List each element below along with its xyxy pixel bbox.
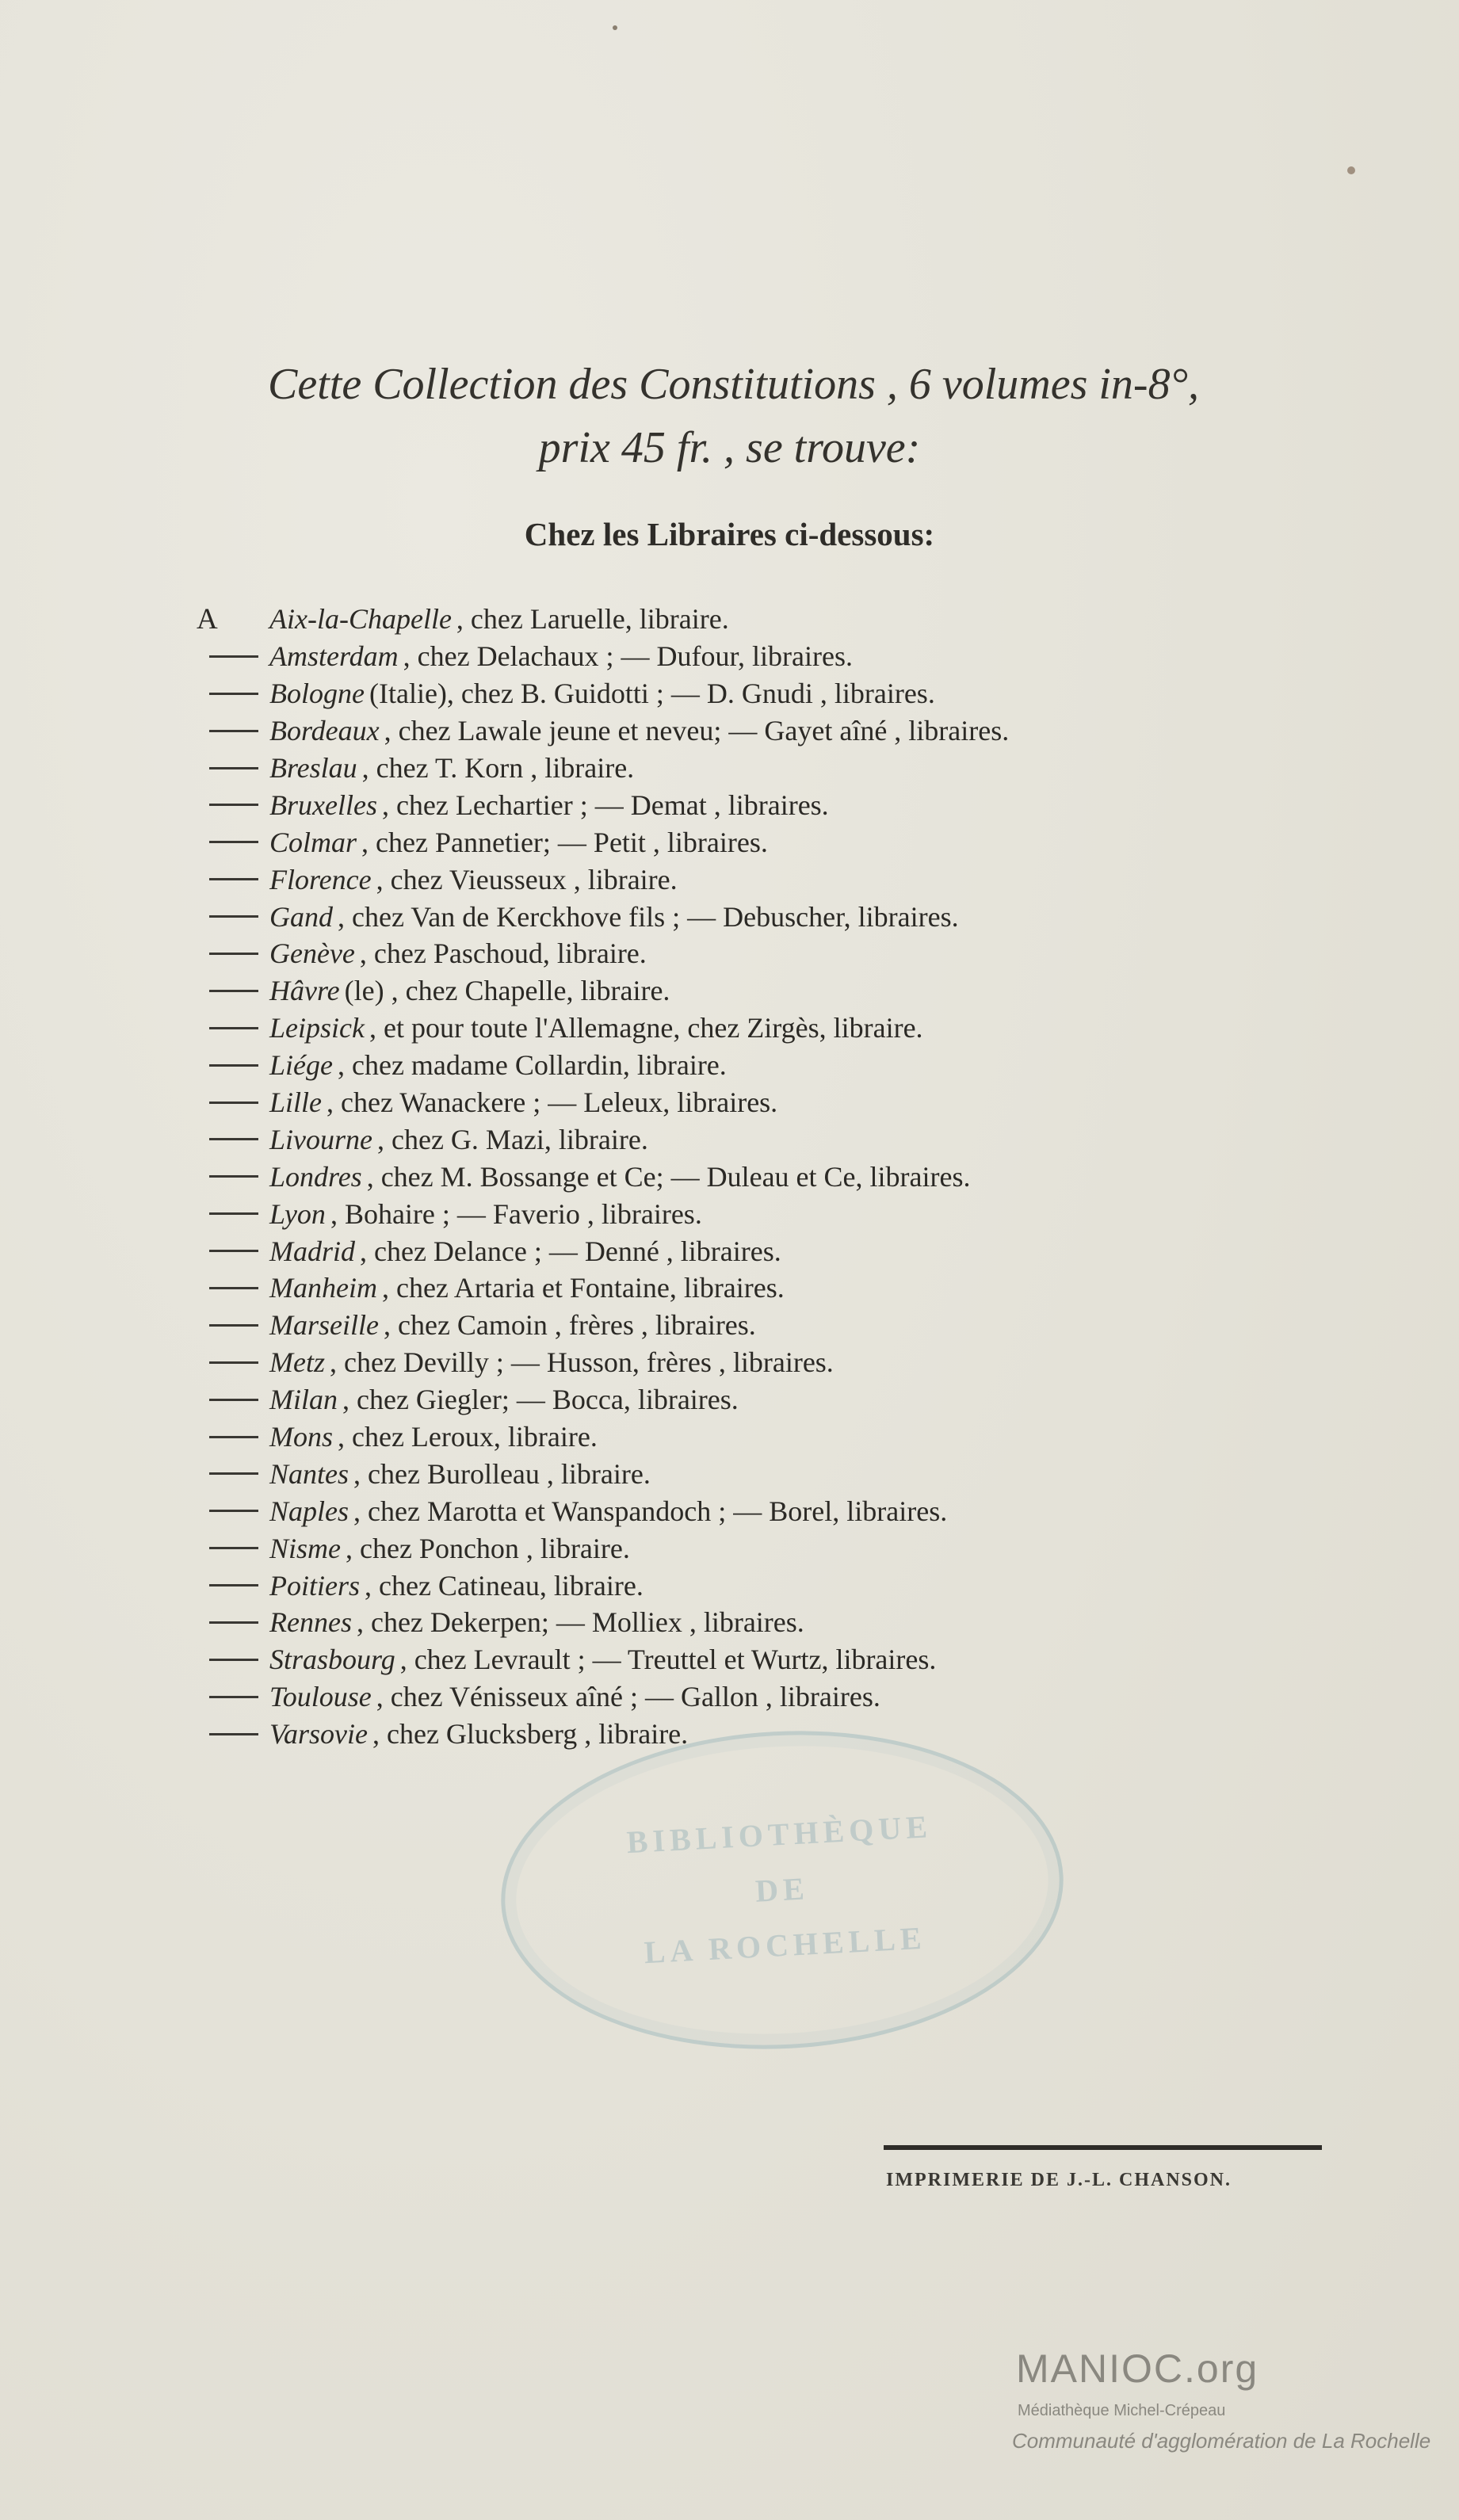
city-name: Colmar [269,826,357,858]
dash-mark [209,1584,258,1586]
bookseller-details: , Bohaire ; — Faverio , libraires. [330,1197,702,1230]
list-item [190,750,1220,787]
list-item [190,1678,1220,1716]
manioc-logo: MANIOC.org [1016,2346,1259,2391]
ditto-dash [190,693,258,695]
city-name: Bruxelles [269,788,377,821]
bookseller-details: , chez Laruelle, libraire. [456,603,729,636]
city-name: Varsovie [269,1718,368,1751]
bookseller-details: , chez Lechartier ; — Demat , libraires. [381,788,829,821]
dash-mark [209,1361,258,1364]
dash-mark [209,1175,258,1178]
list-item [190,1195,1220,1232]
ditto-dash [190,1287,258,1289]
bookseller-details: , chez Vénisseux aîné ; — Gallon , libraires. [376,1681,880,1713]
city-name: Livourne [269,1123,372,1155]
ditto-dash [190,1621,258,1624]
bookseller-details: , chez Marotta et Wanspandoch ; — Borel, libraires. [353,1495,948,1527]
dash-mark [209,990,258,992]
dash-mark [209,693,258,695]
list-item [190,712,1220,750]
ditto-dash [190,1175,258,1178]
dash-mark [209,1659,258,1661]
bookseller-details: , chez Paschoud, libraire. [359,937,647,970]
dash-mark [209,953,258,955]
bookseller-list [190,601,1220,1753]
city-name: Gand [269,900,333,933]
ditto-dash [190,804,258,806]
dash-mark [209,655,258,658]
ditto-dash [190,1064,258,1067]
dash-mark [209,1472,258,1475]
list-item [190,1232,1220,1270]
city-name: Metz [269,1346,325,1379]
bookseller-details: (Italie), chez B. Guidotti ; — D. Gnudi , libraires. [369,678,935,710]
city-name: Aix-la-Chapelle [269,603,452,636]
bookseller-details: , chez Levrault ; — Treuttel et Wurtz, libraires. [399,1644,937,1676]
city-name: Bordeaux [269,715,380,747]
list-item [190,1492,1220,1529]
dash-mark [209,767,258,769]
ditto-dash [190,878,258,880]
city-name: Mons [269,1421,333,1453]
list-item [190,1270,1220,1307]
bookseller-details: , chez Wanackere ; — Leleux, libraires. [327,1086,778,1119]
dash-mark [209,1324,258,1327]
ditto-dash [190,767,258,769]
city-name: Marseille [269,1309,379,1342]
bookseller-details: (le) , chez Chapelle, libraire. [344,975,670,1007]
list-prefix [190,602,258,636]
ditto-dash [190,1436,258,1438]
ditto-dash [190,1138,258,1140]
list-item [190,935,1220,972]
library-stamp [493,1717,1071,2064]
list-item [190,1567,1220,1604]
dash-mark [209,1696,258,1698]
list-item [190,786,1220,823]
dash-mark [209,1621,258,1624]
bookseller-details: , et pour toute l'Allemagne, chez Zirgès, libraire. [369,1012,923,1044]
city-name: Poitiers [269,1569,360,1602]
list-item [190,972,1220,1010]
city-name: Naples [269,1495,349,1527]
list-item [190,1010,1220,1047]
ink-speck [1347,166,1355,174]
city-name: Liége [269,1049,333,1082]
city-name: Genève [269,937,355,970]
list-item [190,1529,1220,1567]
ditto-dash [190,1510,258,1512]
list-item [190,1604,1220,1641]
ditto-dash [190,915,258,918]
bookseller-details: , chez Vieusseux , libraire. [376,863,678,895]
printer-imprint: IMPRIMERIE DE J.-L. CHANSON. [886,2170,1232,2190]
list-item [190,861,1220,898]
bookseller-details: , chez Devilly ; — Husson, frères , libraires. [329,1346,834,1379]
ditto-dash [190,655,258,658]
ditto-dash [190,1659,258,1661]
city-name: Amsterdam [269,640,399,673]
list-item [190,1344,1220,1381]
bookseller-details: , chez G. Mazi, libraire. [377,1123,648,1155]
bookseller-details: , chez Giegler; — Bocca, libraires. [342,1384,739,1416]
city-name: Milan [269,1384,338,1416]
city-name: Rennes [269,1606,352,1639]
bookseller-details: , chez M. Bossange et Ce; — Duleau et Ce, libraires. [366,1160,971,1193]
ditto-dash [190,841,258,843]
list-item [190,823,1220,861]
title-line-1: Cette Collection des Constitutions , 6 volumes in-8°, [268,360,1199,409]
ink-speck [613,25,617,30]
list-item [190,1381,1220,1418]
dash-mark [209,1250,258,1252]
page-title [0,353,1459,479]
library-credit: Médiathèque Michel-Crépeau [1018,2402,1226,2419]
booksellers-heading: Chez les Libraires ci-dessous: [524,516,935,552]
bookseller-details: , chez Lawale jeune et neveu; — Gayet aîné , libraires. [384,715,1010,747]
city-name: Bologne [269,678,365,710]
ditto-dash [190,1102,258,1104]
bookseller-details: , chez Ponchon , libraire. [346,1532,630,1564]
list-item [190,675,1220,712]
dash-mark [209,1510,258,1512]
list-item [190,1418,1220,1456]
list-item [190,638,1220,675]
dash-mark [209,1064,258,1067]
agglomeration-credit: Communauté d'agglomération de La Rochelle [1012,2429,1431,2453]
title-line-2: prix 45 fr. , se trouve: [538,423,921,472]
bookseller-details: , chez Artaria et Fontaine, libraires. [381,1272,785,1304]
list-item [190,1084,1220,1121]
stamp-line-1: BIBLIOTHÈQUE [625,1808,933,1861]
city-name: Londres [269,1160,362,1193]
list-item [190,1047,1220,1084]
city-name: Toulouse [269,1681,372,1713]
ditto-dash [190,1696,258,1698]
city-name: Lyon [269,1197,326,1230]
bookseller-details: , chez Delachaux ; — Dufour, libraires. [403,640,853,673]
imprint-rule [884,2145,1322,2150]
bookseller-details: , chez Dekerpen; — Molliex , libraires. [356,1606,804,1639]
ditto-dash [190,1361,258,1364]
ditto-dash [190,990,258,992]
ditto-dash [190,1399,258,1401]
city-name: Lille [269,1086,323,1119]
dash-mark [209,1102,258,1104]
dash-mark [209,730,258,732]
city-name: Strasbourg [269,1644,395,1676]
dash-mark [209,878,258,880]
list-item [190,1158,1220,1195]
list-item [190,1641,1220,1678]
city-name: Florence [269,863,372,895]
city-name: Madrid [269,1235,355,1267]
bookseller-details: , chez Van de Kerckhove fils ; — Debuscher, libraires. [338,900,959,933]
city-name: Nisme [269,1532,341,1564]
city-name: Leipsick [269,1012,365,1044]
ditto-dash [190,1027,258,1029]
city-name: Hâvre [269,975,340,1007]
list-item [190,1307,1220,1344]
city-name: Breslau [269,752,357,784]
dash-mark [209,1138,258,1140]
bookseller-details: , chez Glucksberg , libraire. [372,1718,689,1751]
bookseller-details: , chez T. Korn , libraire. [361,752,635,784]
dash-mark [209,1733,258,1735]
bookseller-details: , chez Delance ; — Denné , libraires. [360,1235,781,1267]
ditto-dash [190,1472,258,1475]
stamp-line-2: DE [754,1870,810,1909]
city-name: Nantes [269,1457,349,1490]
dash-mark [209,1399,258,1401]
dash-mark [209,1436,258,1438]
bookseller-details: , chez madame Collardin, libraire. [337,1049,727,1082]
list-item [190,601,1220,638]
dash-mark [209,1027,258,1029]
ditto-dash [190,1324,258,1327]
stamp-line-3: LA ROCHELLE [643,1919,927,1971]
ditto-dash [190,1547,258,1549]
dash-mark [209,1212,258,1215]
dash-mark [209,804,258,806]
dash-mark [209,1547,258,1549]
dash-mark [209,1287,258,1289]
prefix-letter: A [197,602,218,636]
ditto-dash [190,1212,258,1215]
bookseller-details: , chez Burolleau , libraire. [353,1457,651,1490]
dash-mark [209,841,258,843]
ditto-dash [190,730,258,732]
list-item [190,1455,1220,1492]
bookseller-details: , chez Camoin , frères , libraires. [383,1309,756,1342]
ditto-dash [190,1733,258,1735]
ditto-dash [190,1250,258,1252]
list-item [190,898,1220,935]
dash-mark [209,915,258,918]
list-item [190,1121,1220,1158]
ditto-dash [190,953,258,955]
bookseller-details: , chez Catineau, libraire. [365,1569,644,1602]
city-name: Manheim [269,1272,377,1304]
bookseller-details: , chez Pannetier; — Petit , libraires. [361,826,768,858]
ditto-dash [190,1584,258,1586]
bookseller-details: , chez Leroux, libraire. [338,1421,598,1453]
